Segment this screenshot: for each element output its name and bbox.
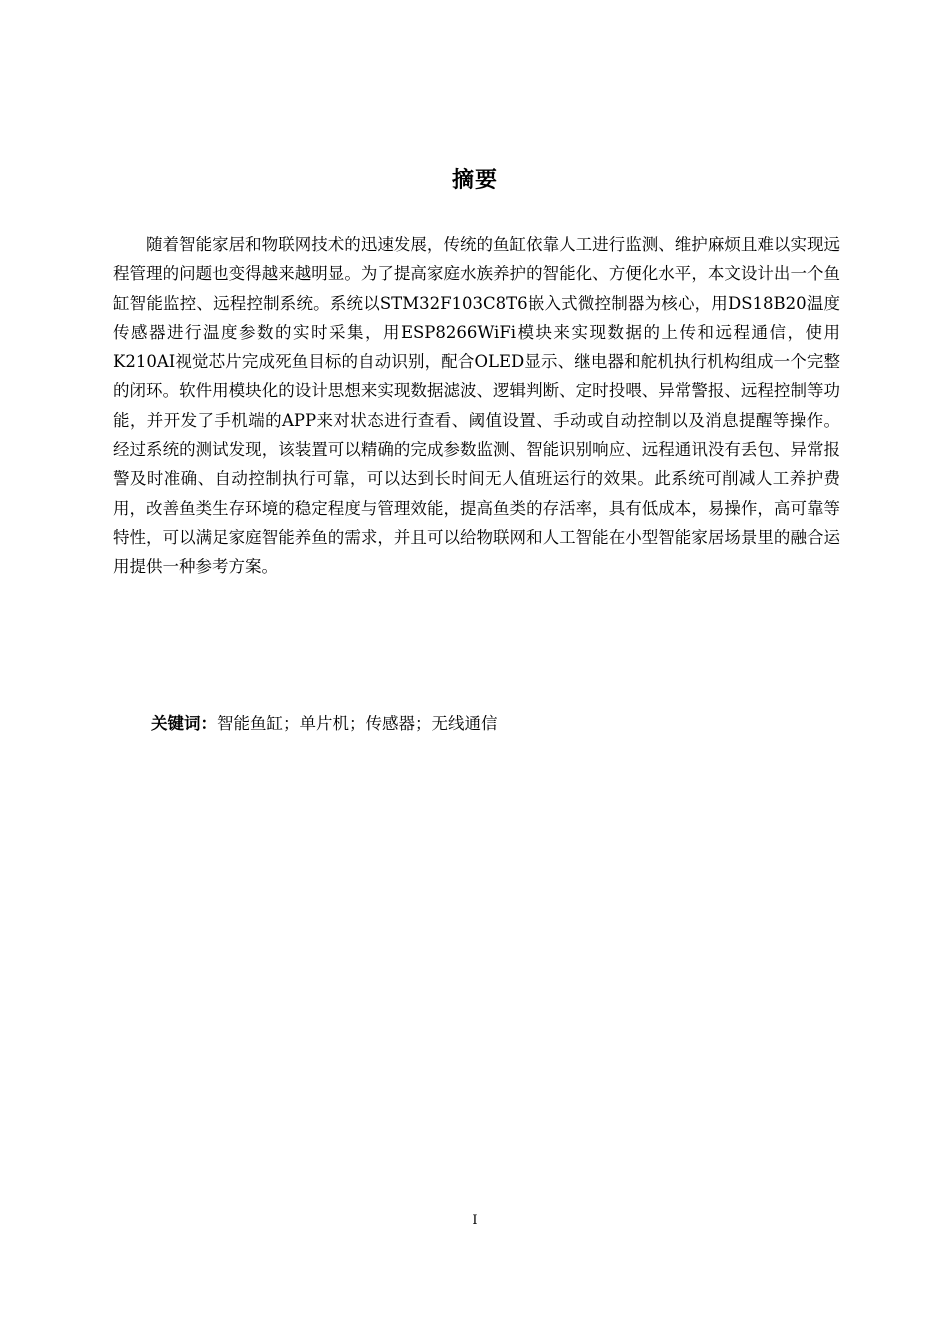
keywords-value: 智能鱼缸；单片机；传感器；无线通信 [217,714,498,733]
page-number: I [472,1213,478,1228]
keywords-label: 关键词： [151,714,217,733]
abstract-paragraph: 随着智能家居和物联网技术的迅速发展，传统的鱼缸依靠人工进行监测、维护麻烦且难以实现远程管理的问题也变得越来越明显。为了提高家庭水族养护的智能化、方便化水平，本文设计出一个鱼缸智能监控、远程控制系统。系统以STM32F103C8T6嵌入式微控制器为核心，用DS18B20温度传感器进行温度参数的实时采集，用ESP8266WiFi模块来实现数据的上传和远程通信，使用K210AI视觉芯片完成死鱼目标的自动识别，配合OLED显示、继电器和舵机执行机构组成一个完整的闭环。软件用模块化的设计思想来实现数据滤波、逻辑判断、定时投喂、异常警报、远程控制等功能，并开发了手机端的APP来对状态进行查看、阈值设置、手动或自动控制以及消息提醒等操作。经过系统的测试发现，该装置可以精确的完成参数监测、智能识别响应、远程通讯没有丢包、异常报警及时准确、自动控制执行可靠，可以达到长时间无人值班运行的效果。此系统可削减人工养护费用，改善鱼类生存环境的稳定程度与管理效能，提高鱼类的存活率，具有低成本，易操作，高可靠等特性，可以满足家庭智能养鱼的需求，并且可以给物联网和人工智能在小型智能家居场景里的融合运用提供一种参考方案。 [113,235,840,577]
keywords-line [151,709,840,738]
page-title: 摘要 [451,168,498,193]
